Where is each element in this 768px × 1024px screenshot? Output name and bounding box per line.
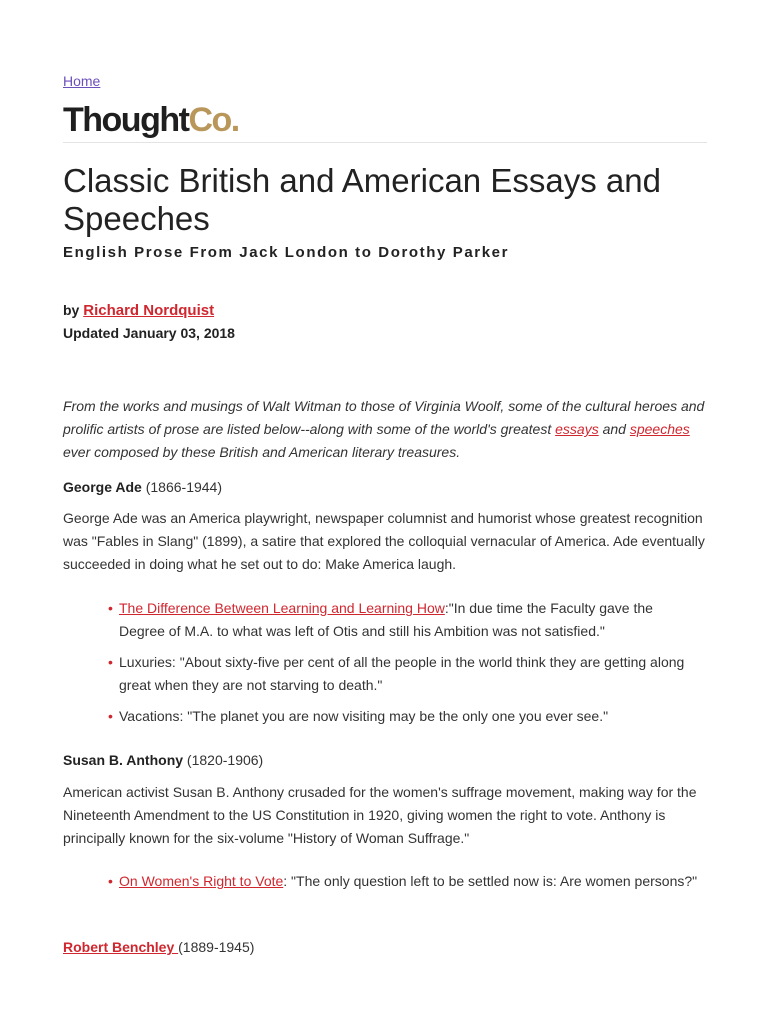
author-years: (1866-1944) <box>141 479 223 495</box>
intro-text-3: ever composed by these British and American literary treasures. <box>63 444 461 460</box>
author-name: Susan B. Anthony <box>63 752 184 768</box>
quote-link[interactable]: On Women's Right to Vote <box>119 873 284 889</box>
quote-text: Vacations: "The planet you are now visiting may be the only one you ever see." <box>119 708 609 724</box>
section-heading-anthony <box>63 750 263 770</box>
bullet-icon: • <box>108 654 113 670</box>
header-divider <box>63 142 707 143</box>
author-name: George Ade <box>63 479 142 495</box>
author-link[interactable]: Richard Nordquist <box>83 302 215 319</box>
logo-suffix: Co. <box>188 101 239 139</box>
ade-quote-list <box>108 597 698 736</box>
intro-text-2: and <box>598 421 630 437</box>
thoughtco-logo[interactable] <box>63 98 239 142</box>
byline-prefix: by <box>63 302 84 318</box>
list-item <box>108 705 698 728</box>
section-heading-benchley <box>63 937 254 957</box>
logo-main: Thought <box>63 101 189 139</box>
anthony-quote-list <box>108 870 698 901</box>
quote-link[interactable]: The Difference Between Learning and Learning How <box>119 600 445 616</box>
list-item <box>108 870 698 893</box>
list-item <box>108 597 698 643</box>
quote-text: : "The only question left to be settled now is: Are women persons?" <box>283 873 698 889</box>
quote-text: :"In due time the Faculty gave the Degree of M.A. to what was left of Otis and still his Ambition was not satisfied." <box>119 600 653 639</box>
section-heading-ade <box>63 477 222 497</box>
ade-bio: George Ade was an America playwright, newspaper columnist and humorist whose greatest recognition was "Fables in Slang" (1899), a satire that explored the colloquial vernacular of America. Ade eventually succeeded in doing what he set out to do: Make America laugh. <box>63 510 705 572</box>
quote-text: Luxuries: "About sixty-five per cent of all the people in the world think they are getting along great when they are not starving to death." <box>119 654 685 693</box>
bullet-icon: • <box>108 873 113 889</box>
updated-date: Updated January 03, 2018 <box>63 325 235 341</box>
list-item <box>108 651 698 697</box>
essays-link[interactable]: essays <box>555 421 599 437</box>
byline <box>63 302 214 319</box>
intro-text-1: From the works and musings of Walt Witman to those of Virginia Woolf, some of the cultural heroes and prolific artists of prose are listed below--along with some of the world's greatest <box>63 398 705 437</box>
anthony-bio: American activist Susan B. Anthony crusaded for the women's suffrage movement, making way for the Nineteenth Amendment to the US Constitution in 1920, giving women the right to vote. Anthony is principally known for the six-volume "History of Woman Suffrage." <box>63 784 697 846</box>
author-years: (1820-1906) <box>183 752 264 768</box>
speeches-link[interactable]: speeches <box>629 421 690 437</box>
bullet-icon: • <box>108 708 113 724</box>
bullet-icon: • <box>108 600 113 616</box>
intro-paragraph <box>63 395 707 464</box>
benchley-link[interactable]: Robert Benchley <box>63 939 179 955</box>
home-link[interactable]: Home <box>63 73 101 89</box>
author-years: (1889-1945) <box>178 939 255 955</box>
article-subtitle: English Prose From Jack London to Dorothy Parker <box>63 244 510 261</box>
article-title: Classic British and American Essays and Speeches <box>63 162 661 237</box>
